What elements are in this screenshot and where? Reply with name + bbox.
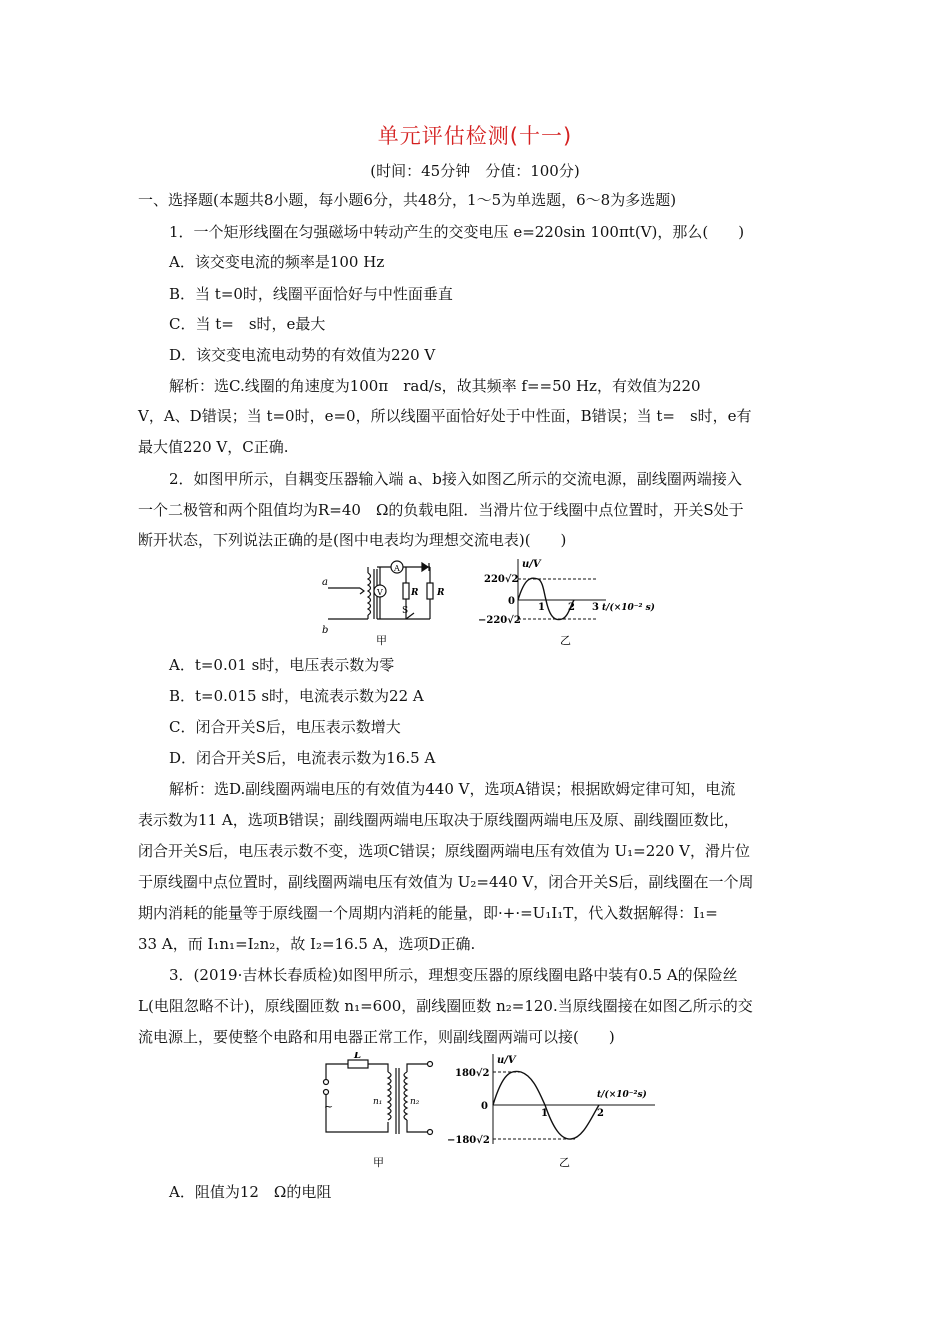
q2-analysis-line: 于原线圈中点位置时，副线圈两端电压有效值为 U₂=440 V，闭合开关S后，副线圈在一个周 <box>138 873 754 891</box>
q3-transformer-diagram <box>318 1052 443 1172</box>
figure-caption: 甲 <box>373 1156 384 1169</box>
section-heading: 一、选择题(本题共8小题，每小题6分，共48分，1～5为单选题，6～8为多选题) <box>138 191 677 209</box>
primary-turns-label: n₁ <box>373 1097 383 1107</box>
tick-label: 1 <box>538 602 545 613</box>
resistor-label: R <box>437 588 445 598</box>
axis-t-label: t/(×10⁻²s) <box>597 1090 647 1100</box>
y-zero-label: 0 <box>508 596 515 607</box>
q2-stem-line: 断开状态，下列说法正确的是(图中电表均为理想交流电表)( ) <box>138 531 567 549</box>
q3-stem-line: 流电源上，要使整个电路和用电器正常工作，则副线圈两端可以接( ) <box>138 1028 615 1046</box>
q3-stem-line: 3．(2019·吉林长春质检)如图甲所示，理想变压器的原线圈电路中装有0.5 A的保险丝 <box>169 966 738 984</box>
y-max-label: 180√2 <box>455 1068 490 1079</box>
switch-label: S <box>402 606 409 616</box>
voltmeter-label: V <box>377 588 383 597</box>
q3-voltage-waveform <box>445 1052 665 1172</box>
tick-label: 2 <box>568 602 575 613</box>
q2-analysis-line: 解析：选D.副线圈两端电压的有效值为440 V，选项A错误；根据欧姆定律可知，电流 <box>169 780 736 798</box>
ammeter-label: A <box>394 564 400 573</box>
axis-u-label: u/V <box>497 1055 516 1066</box>
q2-circuit-diagram <box>318 555 458 650</box>
q1-stem: 1．一个矩形线圈在匀强磁场中转动产生的交变电压 e=220sin 100πt(V)，那么( ) <box>169 223 745 241</box>
q1-option-a: A．该交变电流的频率是100 Hz <box>169 253 385 271</box>
q2-analysis-line: 期内消耗的能量等于原线圈一个周期内消耗的能量，即·+·=U₁I₁T，代入数据解得：I₁= <box>138 904 718 922</box>
q2-analysis-line: 33 A，而 I₁n₁=I₂n₂，故 I₂=16.5 A，选项D正确. <box>138 935 476 953</box>
q3-stem-line: L(电阻忽略不计)，原线圈匝数 n₁=600，副线圈匝数 n₂=120.当原线圈接在如图乙所示的交 <box>138 997 753 1015</box>
q1-option-c: C．当 t= s时，e最大 <box>169 315 326 333</box>
y-zero-label: 0 <box>481 1101 488 1112</box>
figure-caption: 乙 <box>560 634 571 647</box>
q2-option-b: B．t=0.015 s时，电流表示数为22 A <box>169 687 424 705</box>
ac-source-symbol: ~ <box>324 1100 334 1113</box>
resistor-label: R <box>411 588 419 598</box>
q1-option-b: B．当 t=0时，线圈平面恰好与中性面垂直 <box>169 285 453 303</box>
q2-stem-line: 2．如图甲所示，自耦变压器输入端 a、b接入如图乙所示的交流电源，副线圈两端接入 <box>169 470 742 488</box>
q1-option-d: D．该交变电流电动势的有效值为220 V <box>169 346 436 364</box>
axis-t-label: t/(×10⁻² s) <box>602 603 655 613</box>
y-min-label: −180√2 <box>447 1135 490 1146</box>
y-min-label: −220√2 <box>478 615 521 626</box>
fuse-label: L <box>354 1052 362 1061</box>
q2-stem-line: 一个二极管和两个阻值均为R=40 Ω的负载电阻．当滑片位于线圈中点位置时，开关S处于 <box>138 501 744 519</box>
y-max-label: 220√2 <box>484 574 519 585</box>
q1-analysis-line: 最大值220 V，C正确. <box>138 438 289 456</box>
q2-option-c: C．闭合开关S后，电压表示数增大 <box>169 718 401 736</box>
secondary-turns-label: n₂ <box>410 1097 420 1107</box>
axis-u-label: u/V <box>522 559 541 570</box>
q3-option-a: A．阻值为12 Ω的电阻 <box>169 1183 332 1201</box>
q2-option-a: A．t=0.01 s时，电压表示数为零 <box>169 656 395 674</box>
terminal-a: a <box>322 577 328 588</box>
q1-analysis-line: 解析：选C.线圈的角速度为100π rad/s，故其频率 f==50 Hz，有效值为220 <box>169 377 701 395</box>
terminal-b: b <box>322 625 329 636</box>
q2-voltage-waveform <box>478 555 668 650</box>
figure-caption: 甲 <box>376 634 387 647</box>
figure-caption: 乙 <box>559 1156 570 1169</box>
page-title: 单元评估检测(十一) <box>377 124 573 148</box>
q2-option-d: D．闭合开关S后，电流表示数为16.5 A <box>169 749 436 767</box>
time-score-info: (时间：45分钟 分值：100分) <box>370 162 580 180</box>
tick-label: 2 <box>597 1108 604 1119</box>
q2-analysis-line: 闭合开关S后，电压表示数不变，选项C错误；原线圈两端电压有效值为 U₁=220 V，滑片位 <box>138 842 750 860</box>
tick-label: 1 <box>541 1108 548 1119</box>
q2-analysis-line: 表示数为11 A，选项B错误；副线圈两端电压取决于原线圈两端电压及原、副线圈匝数比， <box>138 811 739 829</box>
tick-label: 3 <box>592 602 599 613</box>
q1-analysis-line: V，A、D错误；当 t=0时，e=0，所以线圈平面恰好处于中性面，B错误；当 t= s时，e有 <box>138 407 752 425</box>
